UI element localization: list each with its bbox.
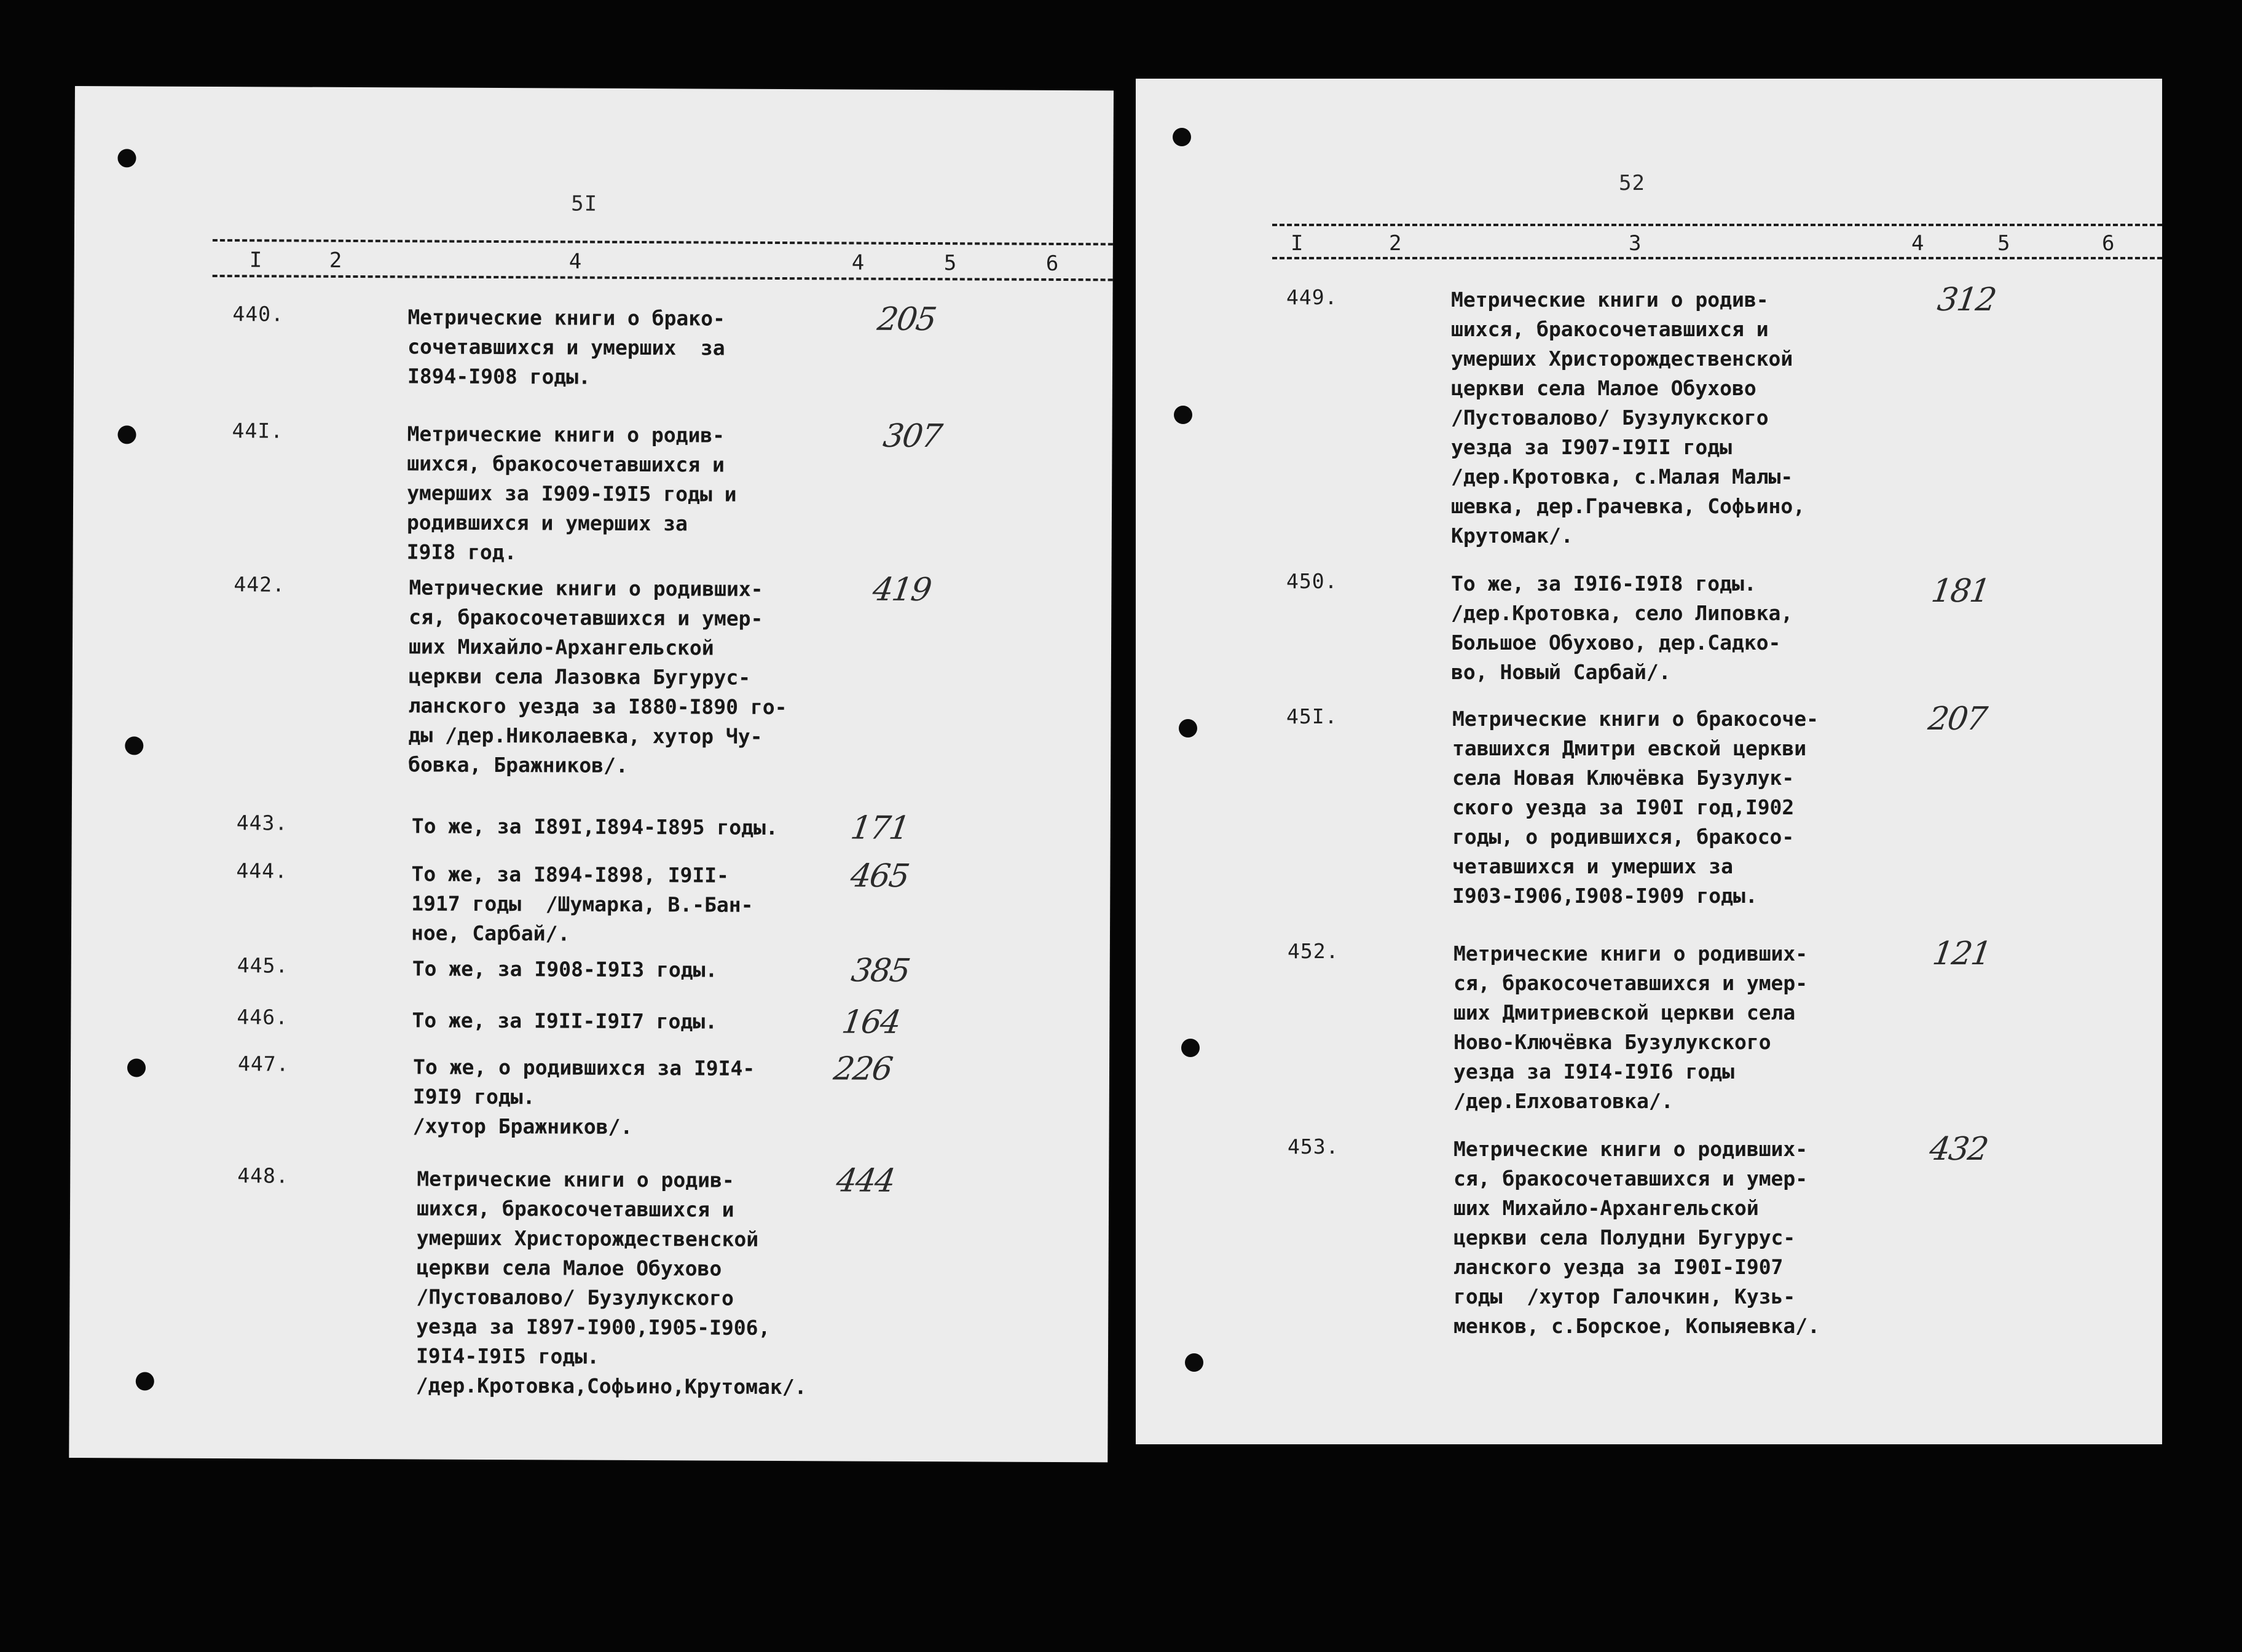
entry-description: То же, за I908-I9I3 годы.: [412, 956, 718, 982]
column-header: 5: [943, 251, 957, 276]
header-rule-bottom: [1272, 257, 2162, 259]
column-headers: [213, 248, 1113, 278]
sheet-count: 205: [875, 301, 938, 339]
sheet-count: 207: [1925, 701, 1989, 738]
sheet-count: 432: [1927, 1131, 1990, 1168]
right-page: [1136, 79, 2162, 1444]
entry-description: Метрические книги о брако- сочетавшихся и умерших за I894-I908 годы.: [407, 305, 726, 389]
entry-description: Метрические книги о родивших- ся, бракосочетавшихся и умер- ших Михайло-Архангельской церкви села Полудни Бугурус- ланского уезда за I90I-I907 годы /хутор Галочкин, Кузь- менков, с.Борское, Копыяевка/.: [1453, 1137, 1820, 1338]
entry-number: 449.: [1286, 285, 1338, 309]
column-header: 2: [329, 248, 342, 273]
sheet-count: 444: [833, 1162, 897, 1200]
entry-description: Метрические книги о родив- шихся, бракосочетавшихся и умерших Христорождественской церкви села Малое Обухово /Пустовалово/ Бузулукского уезда за I897-I900,I905-I906, I9I4-I9I5 годы. /дер.Кротовка,Софьино,Крутомак/.: [415, 1166, 807, 1399]
entry-description: То же, за I894-I898, I9II- 1917 годы /Шумарка, В.-Бан- ное, Сарбай/.: [411, 862, 753, 946]
punch-hole: [1181, 1039, 1200, 1057]
entry-number: 450.: [1286, 569, 1338, 593]
column-header: 4: [851, 250, 865, 275]
punch-hole: [1179, 719, 1197, 738]
entry-number: 446.: [237, 1005, 288, 1029]
sheet-count: 181: [1929, 573, 1992, 610]
sheet-count: 164: [840, 1004, 902, 1041]
entry-description: Метрические книги о родив- шихся, бракосочетавшихся и умерших за I909-I9I5 годы и родившихся и умерших за I9I8 год.: [406, 422, 737, 565]
column-header: I: [1291, 231, 1304, 256]
column-header: 6: [2102, 231, 2115, 256]
entry-number: 447.: [237, 1052, 289, 1076]
entry-number: 44I.: [232, 419, 284, 443]
left-page: [69, 86, 1114, 1462]
sheet-count: 307: [881, 417, 944, 455]
column-header: 3: [1629, 231, 1642, 256]
punch-hole: [117, 149, 136, 167]
entry-number: 452.: [1288, 939, 1339, 963]
header-rule-top: [1272, 224, 2162, 226]
sheet-count: 419: [870, 571, 934, 609]
sheet-count: 312: [1935, 281, 1998, 318]
sheet-count: 171: [848, 809, 911, 847]
sheet-count: 121: [1930, 935, 1993, 972]
entry-number: 440.: [232, 302, 284, 326]
page-number: 52: [1619, 171, 1645, 195]
entry-number: 445.: [237, 953, 289, 978]
entry-description: То же, за I9II-I9I7 годы.: [412, 1008, 718, 1034]
column-headers: [1272, 231, 2162, 258]
punch-hole: [136, 1372, 154, 1390]
punch-hole: [127, 1058, 146, 1077]
entry-description: Метрические книги о бракосоче- тавшихся Дмитри евской церкви села Новая Ключёвка Бузулук- ского уезда за I90I год,I902 годы, о родившихся, бракосо- четавшихся и умерших за I903-I906,I908-I909 годы.: [1452, 707, 1819, 908]
punch-hole: [125, 736, 143, 755]
entry-description: Метрические книги о родивших- ся, бракосочетавшихся и умер- ших Дмитриевской церкви села Ново-Ключёвка Бузулукского уезда за I9I4-I9I6 годы /дер.Елховатовка/.: [1453, 942, 1808, 1113]
entry-number: 443.: [236, 811, 288, 835]
entry-description: Метрические книги о родивших- ся, бракосочетавшихся и умер- ших Михайло-Архангельской церкви села Лазовка Бугурус- ланского уезда за I880-I890 го- ды /дер.Николаевка, хутор Чу- бовка, Бражников/.: [408, 575, 787, 777]
column-header: 5: [1997, 231, 2010, 256]
entry-description: То же, за I9I6-I9I8 годы. /дер.Кротовка, село Липовка, Большое Обухово, дер.Садко- во, Новый Сарбай/.: [1451, 572, 1793, 684]
entry-number: 448.: [237, 1163, 289, 1188]
entry-number: 45I.: [1286, 704, 1338, 728]
punch-hole: [117, 425, 136, 444]
column-header: 4: [568, 249, 582, 274]
column-header: 4: [1911, 231, 1924, 256]
punch-hole: [1173, 128, 1191, 146]
entry-number: 444.: [236, 859, 288, 883]
page-number: 5I: [571, 191, 598, 216]
entry-number: 453.: [1288, 1135, 1339, 1158]
sheet-count: 385: [849, 952, 912, 989]
punch-hole: [1174, 406, 1192, 424]
column-header: 2: [1389, 231, 1402, 256]
header-rule-top: [213, 239, 1113, 245]
column-header: 6: [1045, 251, 1059, 276]
entry-description: Метрические книги о родив- шихся, бракосочетавшихся и умерших Христорождественской церкви села Малое Обухово /Пустовалово/ Бузулукского уезда за I907-I9II годы /дер.Кротовка, с.Малая Малы- шевка, дер.Грачевка, Софьино, Крутомак/.: [1451, 288, 1806, 548]
sheet-count: 465: [848, 857, 911, 895]
sheet-count: 226: [831, 1050, 894, 1088]
entry-description: То же, о родившихся за I9I4- I9I9 годы. /хутор Бражников/.: [412, 1055, 755, 1139]
column-header: I: [249, 248, 262, 273]
entry-description: То же, за I89I,I894-I895 годы.: [411, 814, 778, 840]
punch-hole: [1185, 1353, 1203, 1372]
entry-number: 442.: [234, 572, 286, 597]
